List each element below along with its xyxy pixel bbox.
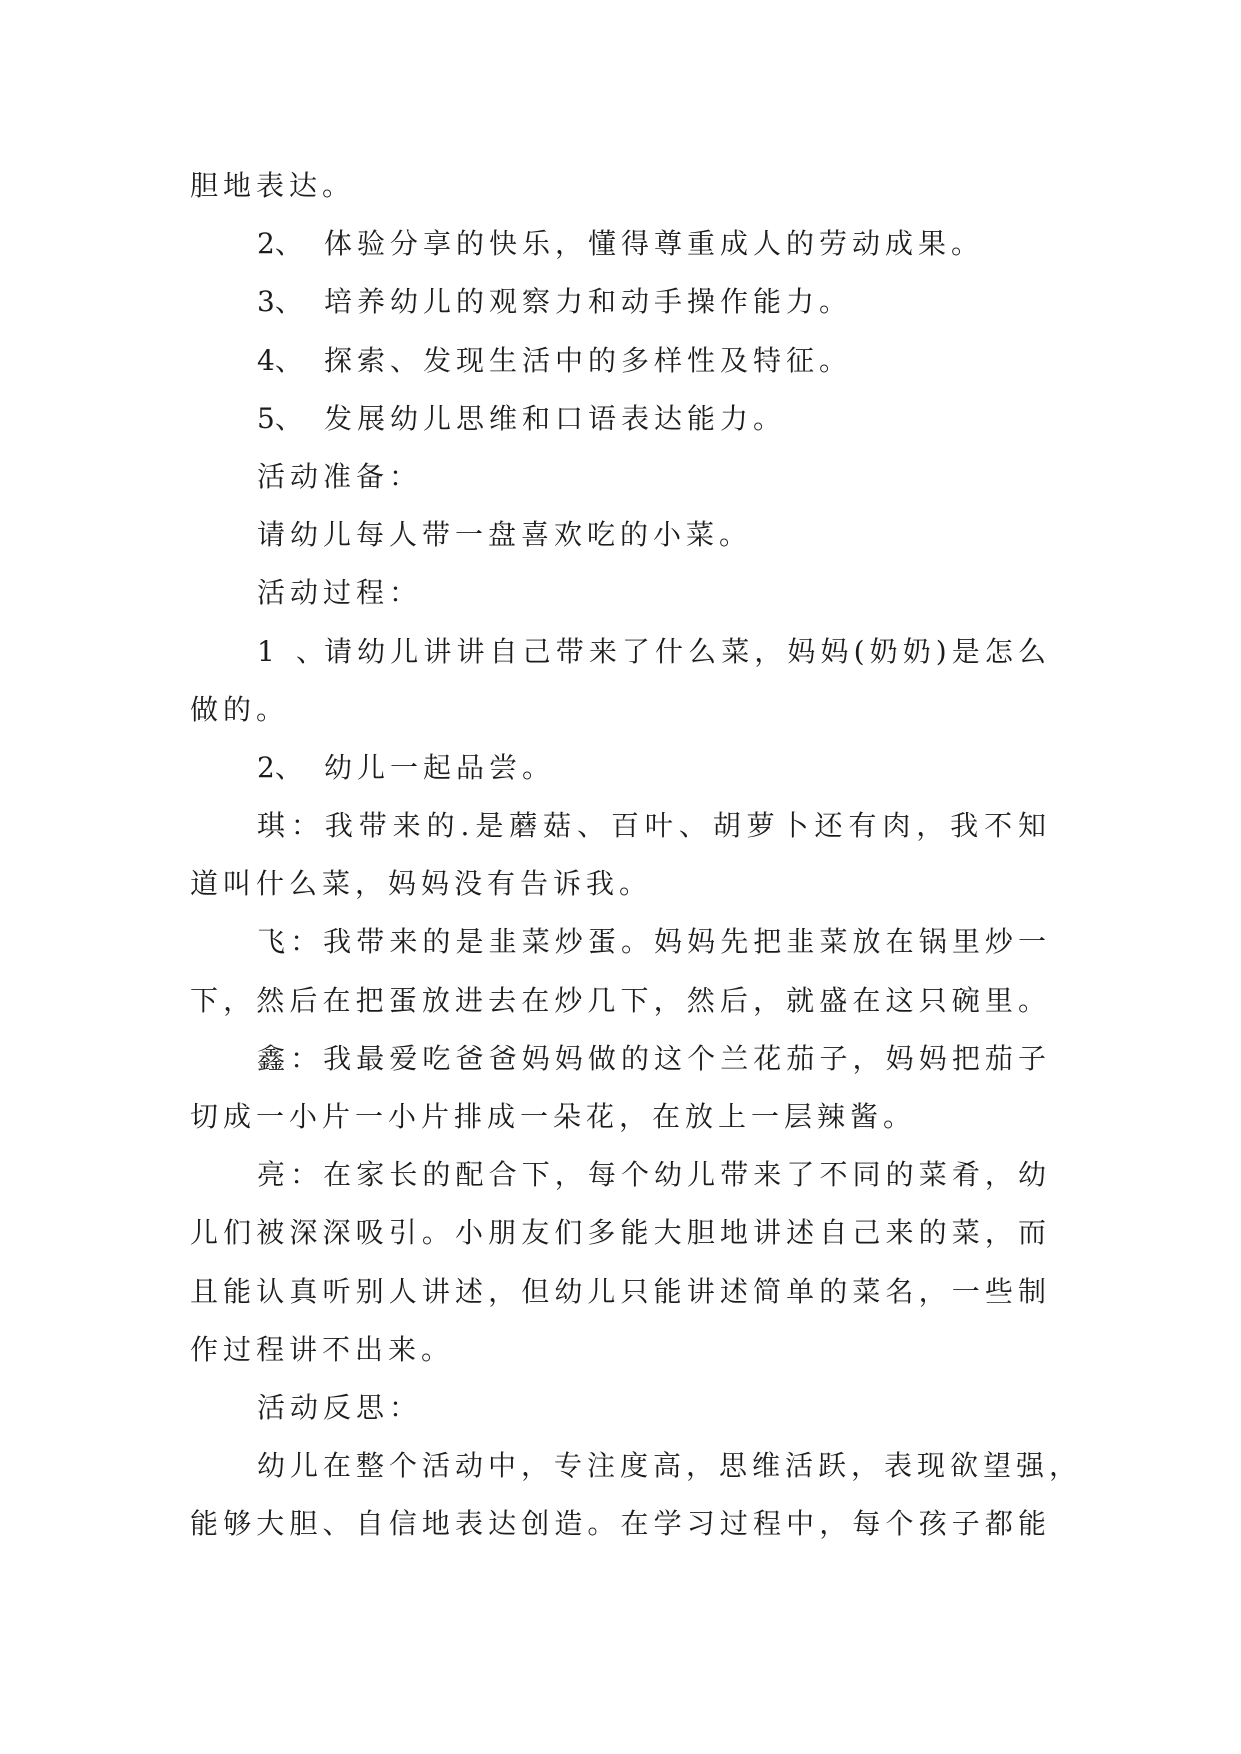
objective-text: 培养幼儿的观察力和动手操作能力。: [324, 285, 853, 319]
objective-number: 5、: [257, 401, 303, 435]
preparation-text: 请幼儿每人带一盘喜欢吃的小菜。: [257, 518, 753, 552]
remark-liang-continuation: 且能认真听别人讲述，但幼儿只能讲述简单的菜名，一些制: [190, 1274, 1051, 1308]
objective-number: 4、: [257, 343, 303, 377]
objective-text: 发展幼儿思维和口语表达能力。: [324, 401, 787, 435]
step-number: 2、: [257, 750, 303, 784]
preparation-heading: 活动准备：: [257, 459, 423, 493]
objective-item-3: [190, 273, 1051, 331]
remark-liang-continuation: 作过程讲不出来。: [190, 1332, 455, 1366]
objective-text: 体验分享的快乐，懂得尊重成人的劳动成果。: [324, 227, 985, 261]
process-step-1: [190, 623, 1051, 681]
remark-xin-continuation: 切成一小片一小片排成一朵花，在放上一层辣酱。: [190, 1100, 917, 1133]
objective-item-2: [190, 215, 1051, 273]
remark-liang: 亮：在家长的配合下，每个幼儿带来了不同的菜肴，幼: [257, 1158, 1051, 1192]
objective-text: 探索、发现生活中的多样性及特征。: [324, 343, 853, 377]
objective-item-5: [190, 390, 1051, 448]
remark-qi: 琪：我带来的.是蘑菇、百叶、胡萝卜还有肉，我不知: [257, 809, 1051, 843]
step-text: 幼儿一起品尝。: [324, 750, 556, 784]
process-step-1-continuation: 做的。: [190, 692, 290, 726]
process-heading: 活动过程：: [257, 576, 423, 610]
remark-fei: 飞：我带来的是韭菜炒蛋。妈妈先把韭菜放在锅里炒一: [257, 925, 1051, 959]
remark-fei-continuation: 下，然后在把蛋放进去在炒几下，然后，就盛在这只碗里。: [190, 983, 1051, 1017]
remark-qi-continuation: 道叫什么菜，妈妈没有告诉我。: [190, 867, 653, 901]
document-text: [190, 157, 1083, 1554]
step-text: 请幼儿讲讲自己带来了什么菜，妈妈(奶奶)是怎么: [324, 634, 1051, 668]
objective-number: 3、: [257, 285, 303, 319]
step-number: 1、: [257, 634, 324, 668]
objective-continuation: 胆地表达。: [190, 169, 356, 202]
process-step-2: [190, 739, 1051, 797]
objective-number: 2、: [257, 227, 303, 261]
remark-liang-continuation: 儿们被深深吸引。小朋友们多能大胆地讲述自己来的菜，而: [190, 1216, 1051, 1250]
objective-item-4: [190, 332, 1051, 390]
remark-xin: 鑫：我最爱吃爸爸妈妈做的这个兰花茄子，妈妈把茄子: [257, 1041, 1051, 1075]
reflection-text: 幼儿在整个活动中，专注度高，思维活跃，表现欲望强，: [257, 1449, 1083, 1483]
reflection-heading: 活动反思：: [257, 1390, 423, 1424]
reflection-text-continuation: 能够大胆、自信地表达创造。在学习过程中，每个孩子都能: [190, 1507, 1051, 1541]
